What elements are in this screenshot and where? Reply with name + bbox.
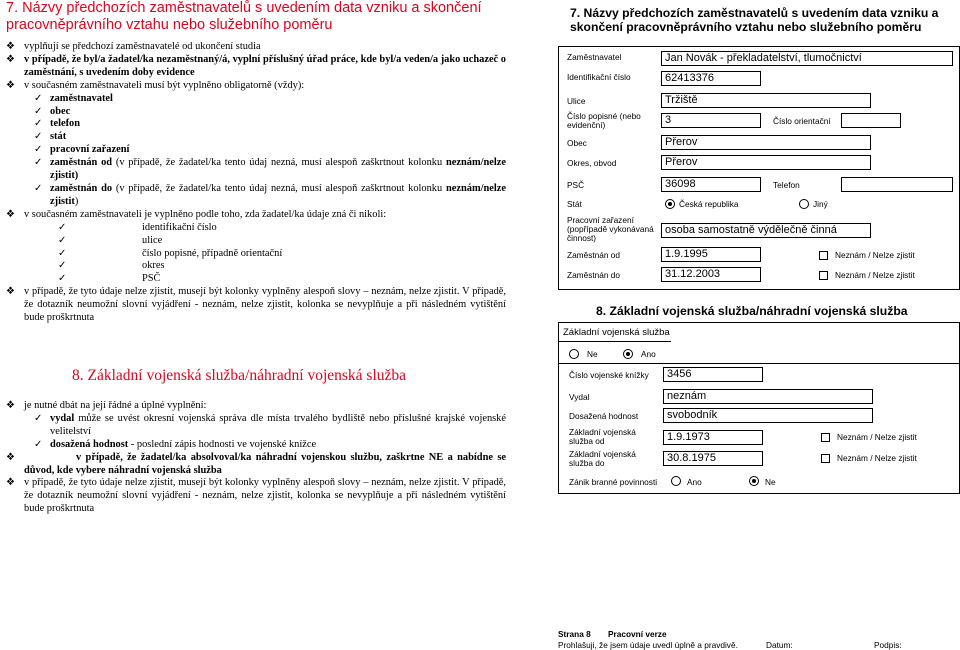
list-item: ❖ v případě, že tyto údaje nelze zjistit, musejí být kolonky vyplněny alespoň slovy – neznám, nelze zjistit. V případě, že dotazník neumožní slovní vyjádření - neznám, nelze zjistit, kolonka se nevyplňuje a při následném vytištění bude proškrtnuta xyxy=(6,477,506,515)
state-label: Stát xyxy=(567,199,582,209)
check-icon: ✓ xyxy=(34,105,43,117)
list-item: ❖ v případě, že byl/a žadatel/ka nezaměstnaný/á, vyplní příslušný úřad práce, kde byl/a veden/a jako uchazeč o zaměstnání, s uvedením doby evidence xyxy=(6,53,506,78)
military-book-field[interactable]: 3456 xyxy=(663,367,763,382)
basic-service-label: Základní vojenská služba xyxy=(563,327,670,338)
municipality-label: Obec xyxy=(567,138,587,148)
unknown-label: Neznám / Nelze zjistit xyxy=(835,270,915,280)
check-icon: ✓ xyxy=(34,118,43,130)
service-from-label: Základní vojenská služba od xyxy=(569,427,636,446)
unknown-label: Neznám / Nelze zjistit xyxy=(837,432,917,442)
declaration-text: Prohlašuji, že jsem údaje uvedl úplně a pravdivě. xyxy=(558,640,738,650)
employer-field[interactable]: Jan Novák - překladatelství, tlumočnictví xyxy=(661,51,953,66)
issued-by-label: Vydal xyxy=(569,392,590,402)
employed-from-unknown-checkbox[interactable] xyxy=(819,251,828,260)
section-7-instructions xyxy=(6,41,506,325)
diamond-bullet-icon: ❖ xyxy=(6,477,15,489)
check-icon: ✓ xyxy=(34,144,43,156)
list-item: ❖ v případě, že tyto údaje nelze zjistit, musejí být kolonky vyplněny alespoň slovy – neznám, nelze zjistit. V případě, že dotazník neumožní slovní vyjádření - neznám, nelze zjistit, kolonka se nevyplňuje a při následném vytištění bude proškrtnuta xyxy=(6,286,506,324)
job-position-label: Pracovní zařazení (popřípadě vykonávaná činnost) xyxy=(567,215,654,243)
check-icon: ✓ xyxy=(34,157,43,169)
service-yes-radio[interactable] xyxy=(623,349,633,359)
state-other-label: Jiný xyxy=(813,199,828,209)
list-item: ✓ vydal může se uvést okresní vojenská správa dle místa trvalého bydliště nebo příslušné krajské vojenské velitelství xyxy=(34,412,506,437)
list-item: ✓ identifikační číslo xyxy=(58,221,217,233)
check-icon: ✓ xyxy=(34,412,43,424)
district-field[interactable]: Přerov xyxy=(661,155,871,170)
service-yes-label: Ano xyxy=(641,349,656,359)
service-no-label: Ne xyxy=(587,349,598,359)
check-icon: ✓ xyxy=(58,234,67,246)
phone-label: Telefon xyxy=(773,180,800,190)
service-to-label: Základní vojenská služba do xyxy=(569,449,636,468)
diamond-bullet-icon: ❖ xyxy=(6,79,15,91)
check-icon: ✓ xyxy=(34,182,43,194)
version-label: Pracovní verze xyxy=(608,629,667,639)
zip-label: PSČ xyxy=(567,180,585,190)
list-item: ✓ dosažená hodnost - poslední zápis hodnosti ve vojenské knížce xyxy=(34,438,317,450)
form-section-7-heading: 7. Názvy předchozích zaměstnavatelů s uvedením data vzniku a skončení pracovněprávního vztahu nebo služebního poměru xyxy=(570,6,939,34)
orientation-number-field[interactable] xyxy=(841,113,901,128)
rank-label: Dosažená hodnost xyxy=(569,411,639,421)
unknown-label: Neznám / Nelze zjistit xyxy=(837,453,917,463)
unknown-label: Neznám / Nelze zjistit xyxy=(835,250,915,260)
diamond-bullet-icon: ❖ xyxy=(6,400,15,411)
signature-label: Podpis: xyxy=(874,640,902,650)
section-7-heading: 7. Názvy předchozích zaměstnavatelů s uvedením data vzniku a skončení pracovněprávního vztahu nebo služebního poměru xyxy=(6,0,482,33)
check-icon: ✓ xyxy=(58,221,67,233)
list-item: ✓ PSČ xyxy=(58,273,161,285)
list-item: ✓ zaměstnán od (v případě, že žadatel/ka tento údaj nezná, musí alespoň zaškrtnout kolonku neznám/nelze zjistit) xyxy=(34,157,506,182)
list-item: ✓ okres xyxy=(58,260,165,272)
rank-field[interactable]: svobodník xyxy=(663,408,873,423)
page-number: Strana 8 xyxy=(558,629,591,639)
conscription-end-yes-label: Ano xyxy=(687,477,702,487)
orientation-number-label: Číslo orientační xyxy=(773,116,831,126)
diamond-bullet-icon: ❖ xyxy=(6,53,15,65)
zip-field[interactable]: 36098 xyxy=(661,177,761,192)
section-8-instructions xyxy=(6,400,506,516)
section-8-heading: 8. Základní vojenská služba/náhradní vojenská služba xyxy=(72,367,407,384)
list-item: ✓ zaměstnán do (v případě, že žadatel/ka tento údaj nezná, musí alespoň zaškrtnout kolonku neznám/nelze zjistit) xyxy=(34,182,506,207)
issued-by-field[interactable]: neznám xyxy=(663,389,873,404)
municipality-field[interactable]: Přerov xyxy=(661,135,871,150)
house-number-label: Číslo popisné (nebo evidenční) xyxy=(567,111,641,130)
state-cr-radio[interactable] xyxy=(665,199,675,209)
conscription-end-label: Zánik branné povinnosti xyxy=(569,477,658,487)
conscription-end-yes-radio[interactable] xyxy=(671,476,681,486)
employment-form xyxy=(558,46,960,290)
street-label: Ulice xyxy=(567,96,586,106)
service-from-unknown-checkbox[interactable] xyxy=(821,433,830,442)
check-icon: ✓ xyxy=(34,131,43,143)
employed-from-field[interactable]: 1.9.1995 xyxy=(661,247,761,262)
diamond-bullet-icon: ❖ xyxy=(6,41,15,52)
check-icon: ✓ xyxy=(58,247,67,259)
check-icon: ✓ xyxy=(34,92,43,104)
military-service-form xyxy=(558,322,960,494)
state-other-radio[interactable] xyxy=(799,199,809,209)
date-label: Datum: xyxy=(766,640,793,650)
divider xyxy=(559,363,959,364)
list-item: ✓ pracovní zařazení xyxy=(34,144,130,156)
state-cr-label: Česká republika xyxy=(679,199,739,209)
service-to-unknown-checkbox[interactable] xyxy=(821,454,830,463)
house-number-field[interactable]: 3 xyxy=(661,113,761,128)
service-no-radio[interactable] xyxy=(569,349,579,359)
list-item: ❖ vyplňují se předchozí zaměstnavatelé od ukončení studia xyxy=(6,41,261,52)
conscription-end-no-radio[interactable] xyxy=(749,476,759,486)
form-section-8-heading: 8. Základní vojenská služba/náhradní vojenská služba xyxy=(596,304,908,318)
list-item: ❖ v případě, že žadatel/ka absolvoval/ka náhradní vojenskou službu, zaškrtne NE a nabídne se důvod, kde vybere náhradní vojenská služba xyxy=(6,451,506,476)
ico-label: Identifikační číslo xyxy=(567,72,631,82)
diamond-bullet-icon: ❖ xyxy=(6,286,15,298)
list-item: ✓ zaměstnavatel xyxy=(34,92,113,104)
list-item: ✓ číslo popisné, případně orientační xyxy=(58,247,283,259)
list-item: ❖ je nutné dbát na její řádné a úplné vyplnění: xyxy=(6,400,207,411)
employed-to-unknown-checkbox[interactable] xyxy=(819,271,828,280)
check-icon: ✓ xyxy=(58,260,67,272)
diamond-bullet-icon: ❖ xyxy=(6,208,15,220)
ico-field[interactable]: 62413376 xyxy=(661,71,761,86)
employed-to-label: Zaměstnán do xyxy=(567,270,621,280)
list-item: ✓ telefon xyxy=(34,118,81,130)
street-field[interactable]: Tržiště xyxy=(661,93,871,108)
service-from-field[interactable]: 1.9.1973 xyxy=(663,430,763,445)
phone-field[interactable] xyxy=(841,177,953,192)
list-item: ✓ ulice xyxy=(58,234,163,246)
list-item: ❖ v současném zaměstnavateli musí být vyplněno obligatorně (vždy): xyxy=(6,79,305,91)
list-item: ✓ obec xyxy=(34,105,71,117)
list-item: ❖ v současném zaměstnavateli je vyplněno podle toho, zda žadatel/ka údaje zná či nikoli: xyxy=(6,208,387,220)
service-to-field[interactable]: 30.8.1975 xyxy=(663,451,763,466)
employer-label: Zaměstnavatel xyxy=(567,52,622,62)
job-position-field[interactable]: osoba samostatně výdělečně činná xyxy=(661,223,871,238)
divider xyxy=(559,341,671,342)
check-icon: ✓ xyxy=(34,438,43,450)
military-book-label: Číslo vojenské knížky xyxy=(569,370,649,380)
district-label: Okres, obvod xyxy=(567,158,617,168)
employed-from-label: Zaměstnán od xyxy=(567,250,621,260)
check-icon: ✓ xyxy=(58,273,67,285)
employed-to-field[interactable]: 31.12.2003 xyxy=(661,267,761,282)
conscription-end-no-label: Ne xyxy=(765,477,776,487)
diamond-bullet-icon: ❖ xyxy=(6,451,15,463)
list-item: ✓ stát xyxy=(34,131,67,143)
